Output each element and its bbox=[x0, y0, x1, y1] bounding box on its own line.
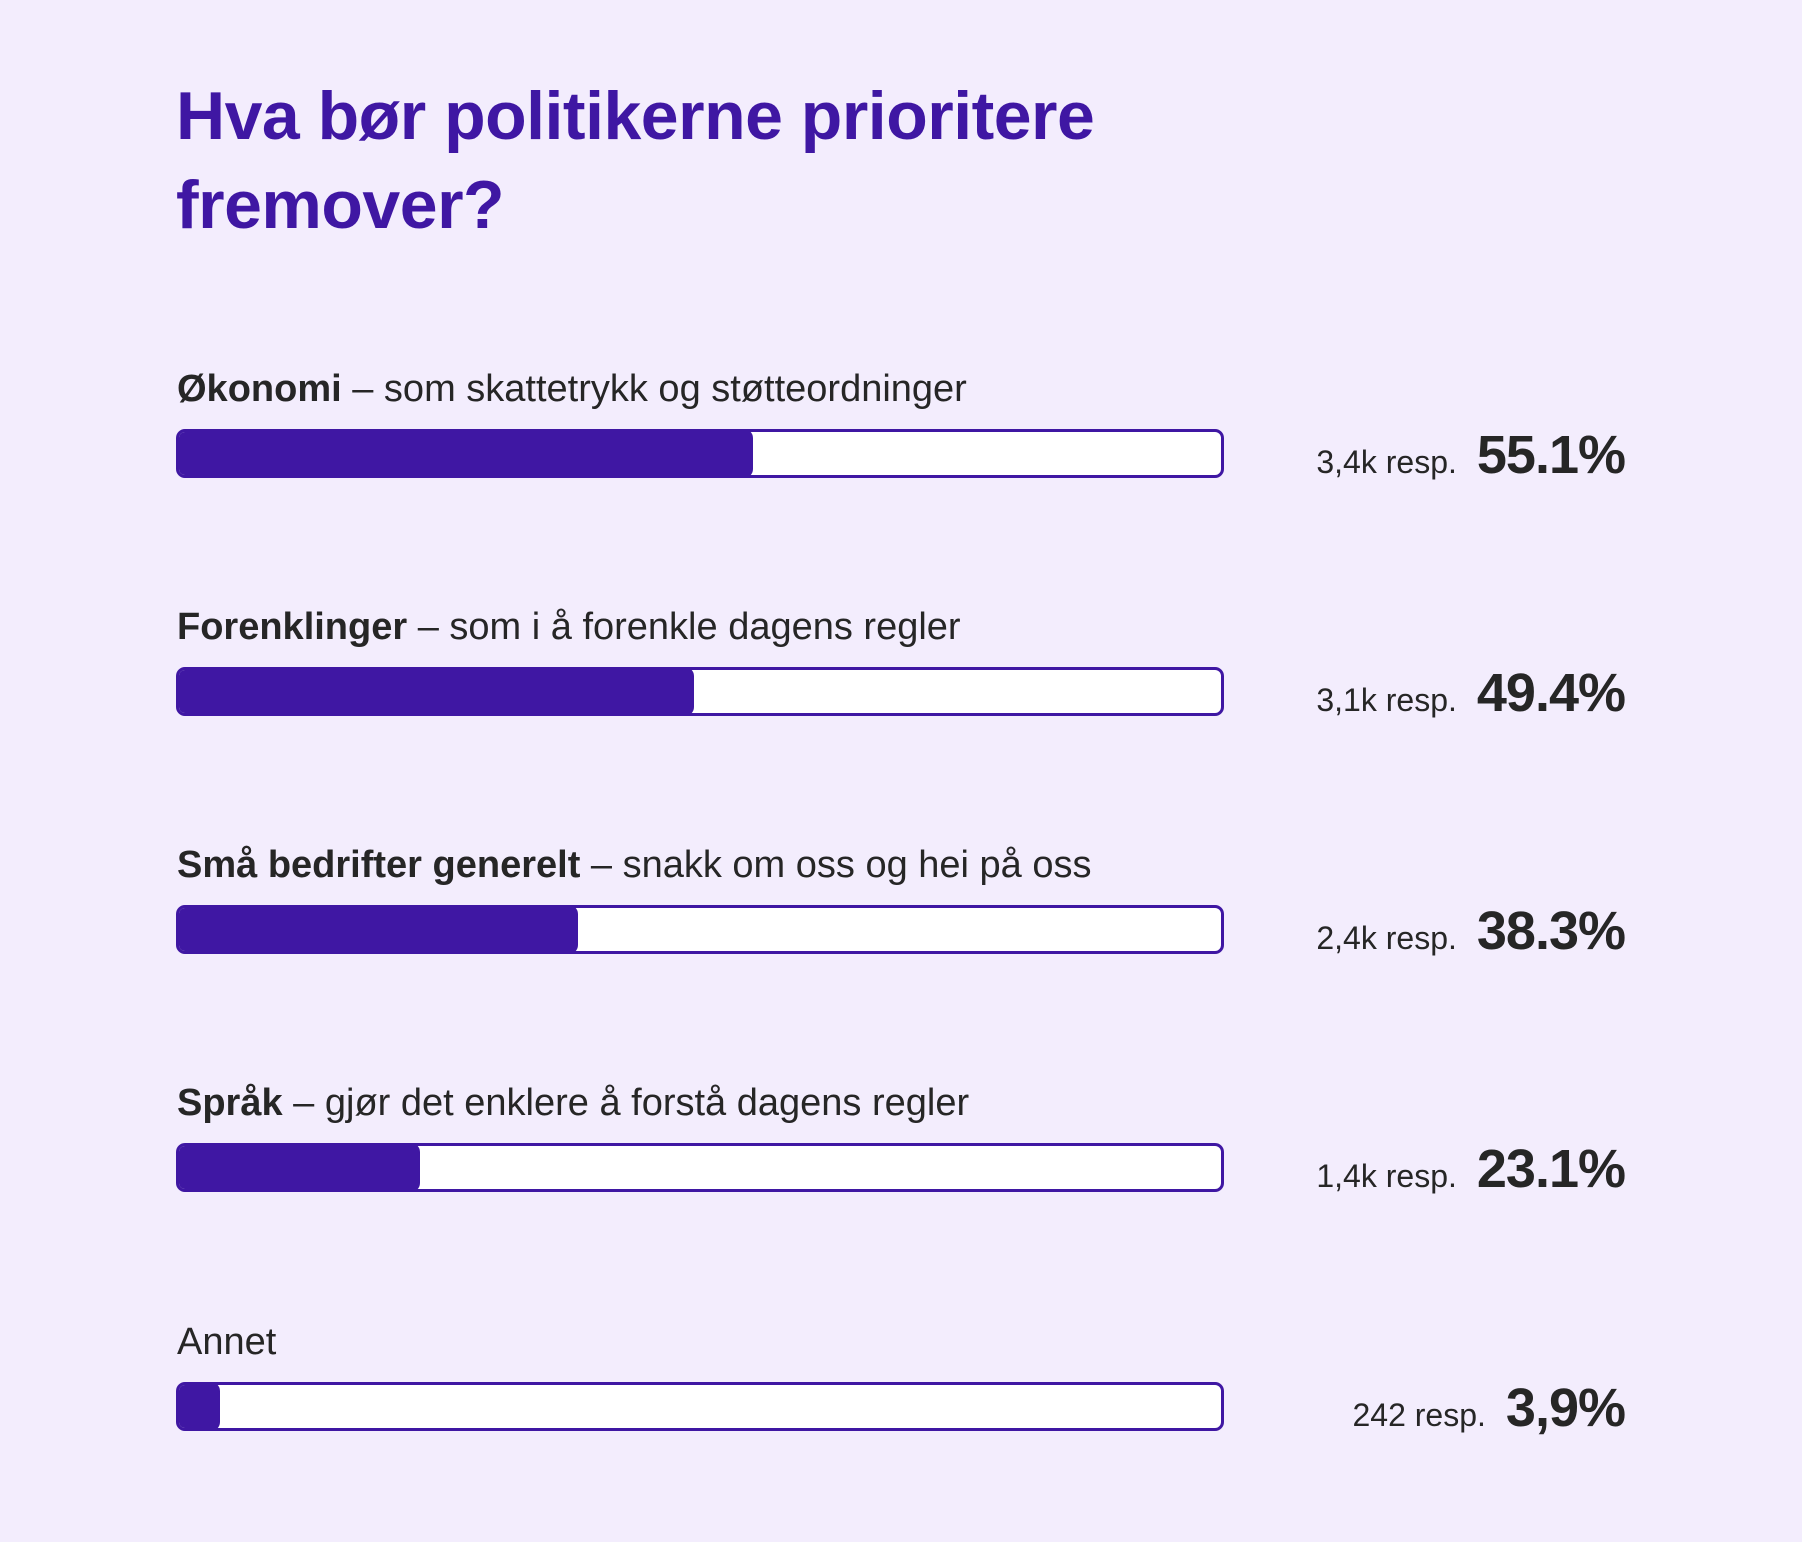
response-count: 2,4k resp. bbox=[1316, 920, 1457, 956]
bar-label bbox=[177, 604, 961, 650]
percent-value: 38.3% bbox=[1476, 901, 1625, 961]
response-count: 242 resp. bbox=[1352, 1397, 1486, 1433]
bar-label-bold: Forenklinger bbox=[177, 606, 408, 648]
progress-track bbox=[176, 905, 1224, 954]
bar-label-rest: – gjør det enklere å forstå dagens regler bbox=[282, 1082, 970, 1124]
percent-value: 23.1% bbox=[1476, 1139, 1625, 1199]
bar-label-bold: Språk bbox=[177, 1082, 283, 1124]
bar-label-rest: – som skattetrykk og støtteordninger bbox=[341, 368, 967, 410]
response-count: 1,4k resp. bbox=[1316, 1158, 1457, 1194]
bar-label bbox=[177, 366, 967, 412]
progress-fill bbox=[176, 1382, 220, 1431]
progress-track bbox=[176, 1143, 1224, 1192]
progress-fill bbox=[176, 1143, 420, 1192]
bar-stats bbox=[1316, 1138, 1625, 1200]
progress-fill bbox=[176, 667, 694, 716]
bar-label-bold: Økonomi bbox=[177, 368, 342, 410]
percent-value: 49.4% bbox=[1476, 663, 1625, 723]
bar-label bbox=[177, 1319, 276, 1365]
progress-track bbox=[176, 667, 1224, 716]
response-count: 3,1k resp. bbox=[1316, 682, 1457, 718]
bar-row bbox=[0, 1319, 1802, 1519]
bar-row bbox=[0, 842, 1802, 1042]
bar-label-rest: – som i å forenkle dagens regler bbox=[407, 606, 961, 648]
bar-label-rest: – snakk om oss og hei på oss bbox=[580, 844, 1092, 886]
response-count: 3,4k resp. bbox=[1316, 444, 1457, 480]
bar-label-rest: Annet bbox=[177, 1321, 277, 1363]
bar-row bbox=[0, 1080, 1802, 1280]
bar-label-bold: Små bedrifter generelt bbox=[177, 844, 581, 886]
bar-stats bbox=[1352, 1377, 1625, 1439]
progress-fill bbox=[176, 905, 578, 954]
bar-row bbox=[0, 366, 1802, 566]
bar-label bbox=[177, 842, 1092, 888]
bar-stats bbox=[1316, 900, 1625, 962]
progress-track bbox=[176, 1382, 1224, 1431]
percent-value: 3,9% bbox=[1505, 1378, 1625, 1438]
progress-track bbox=[176, 429, 1224, 478]
bar-stats bbox=[1316, 424, 1625, 486]
bar-stats bbox=[1316, 662, 1625, 724]
bar-row bbox=[0, 604, 1802, 804]
chart-title: Hva bør politikerne prioritere fremover? bbox=[176, 78, 1095, 243]
bar-label bbox=[177, 1080, 969, 1126]
progress-fill bbox=[176, 429, 753, 478]
percent-value: 55.1% bbox=[1476, 425, 1625, 485]
